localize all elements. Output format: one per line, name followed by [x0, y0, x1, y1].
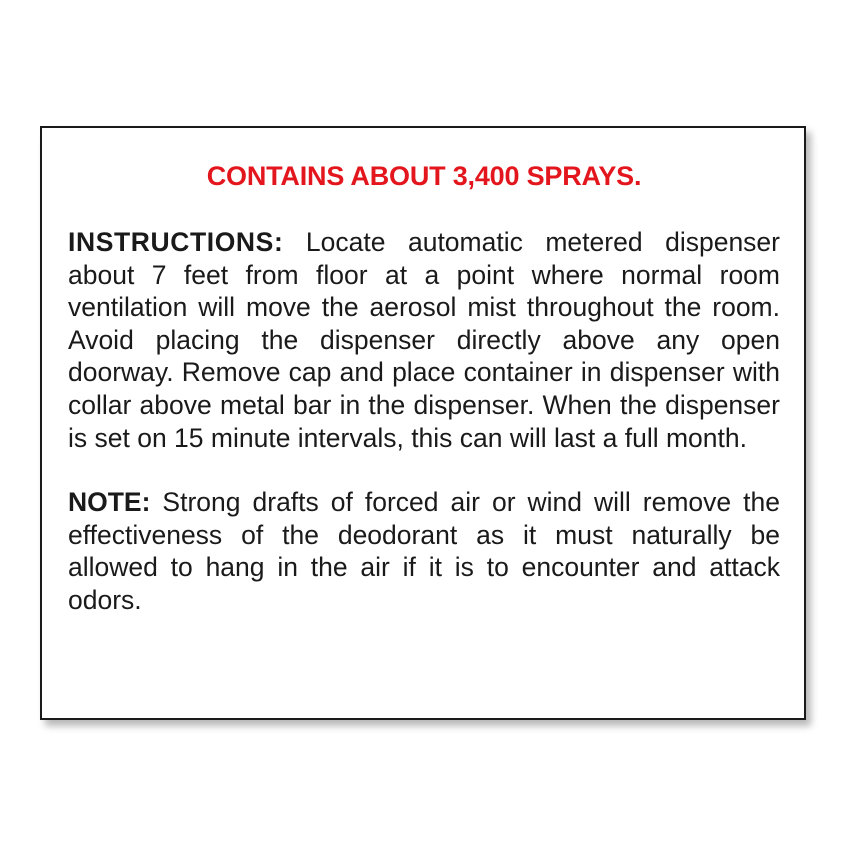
note-paragraph [68, 486, 780, 616]
instructions-text: Locate automatic metered dispenser about 7 feet from floor at a point where normal room ventilation will move the aerosol mist throughout the room. Avoid placing the dispenser directly above any open doorway. Remove cap and place container in dispenser with collar above metal bar in the dispenser. When the dispenser is set on 15 minute intervals, this can will last a full month. [68, 227, 780, 453]
note-heading: NOTE: [68, 487, 151, 518]
instructions-heading: INSTRUCTIONS: [68, 227, 284, 257]
product-label-card [40, 126, 806, 720]
instructions-paragraph [68, 226, 780, 454]
spray-count-headline: CONTAINS ABOUT 3,400 SPRAYS. [206, 161, 642, 191]
note-text: Strong drafts of forced air or wind will remove the effectiveness of the deodorant as it must naturally be allowed to hang in the air if it is to encounter and attack odors. [68, 487, 780, 615]
